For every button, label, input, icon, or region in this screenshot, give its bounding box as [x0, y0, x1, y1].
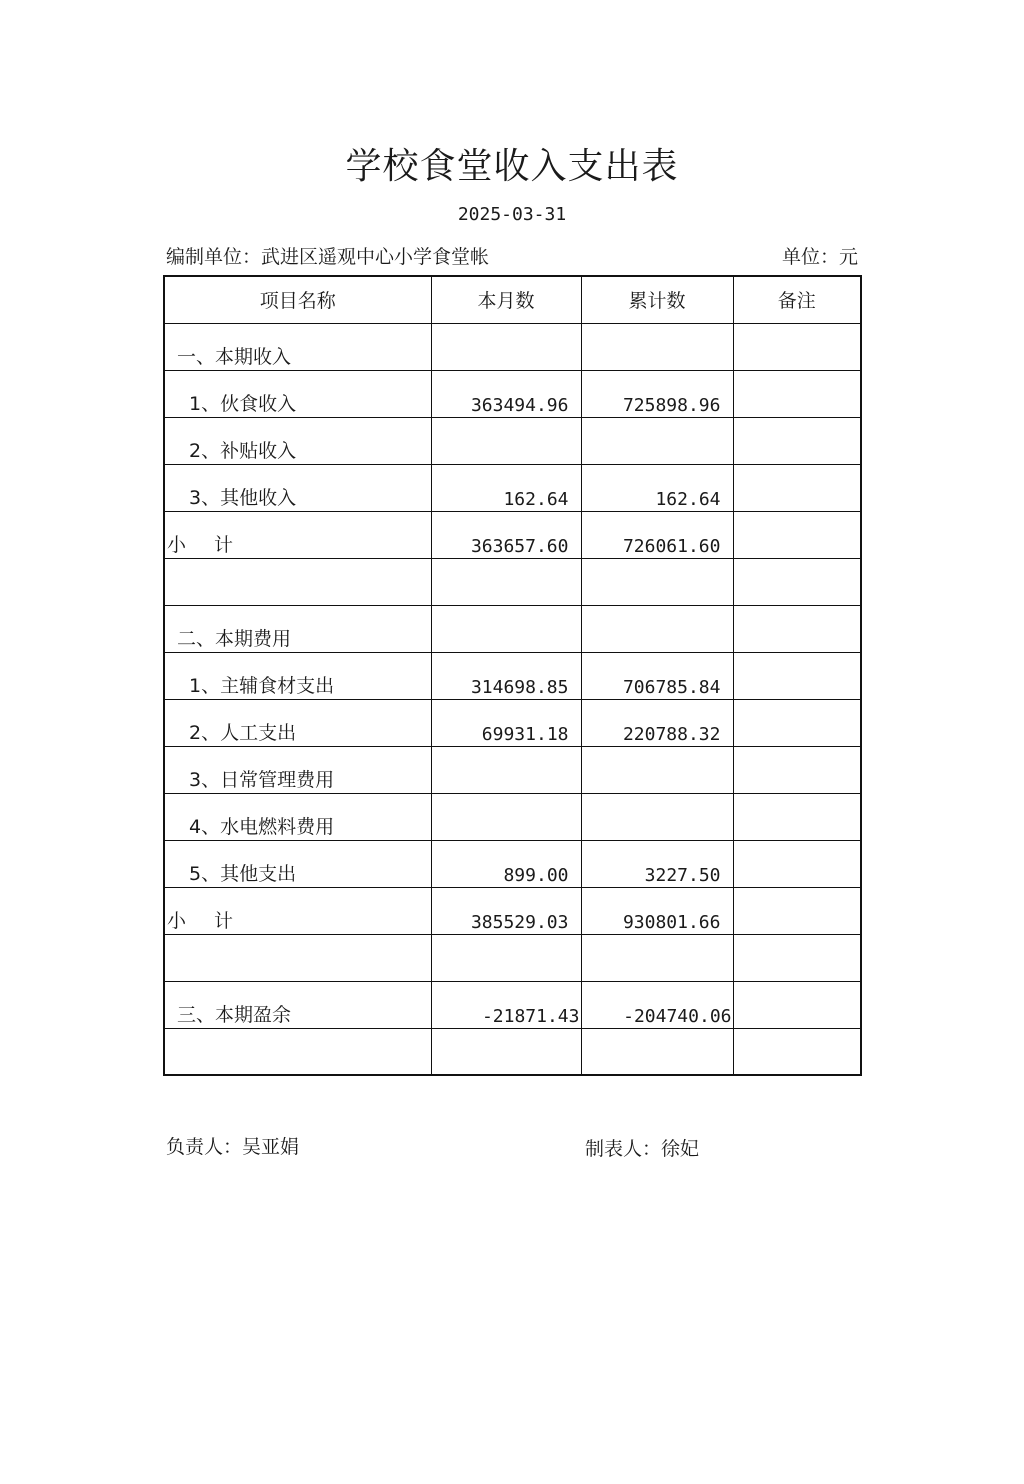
row-note	[733, 652, 861, 699]
row-note	[733, 605, 861, 652]
row-month-value	[431, 417, 581, 464]
subtotal-row	[164, 887, 861, 934]
responsible-person: 负责人：吴亚娟	[166, 1136, 300, 1158]
row-note	[733, 934, 861, 981]
table-row	[164, 323, 861, 370]
subtotal-label	[164, 887, 431, 934]
preparer: 制表人：徐妃	[585, 1138, 700, 1160]
preparing-unit: 编制单位：武进区遥观中心小学食堂帐	[166, 246, 490, 268]
row-item-name: 3、日常管理费用	[164, 746, 431, 793]
row-month-value	[431, 1028, 581, 1075]
subtotal-label-a: 小	[167, 909, 187, 932]
document-title: 学校食堂收入支出表	[345, 146, 679, 187]
row-note	[733, 793, 861, 840]
row-cumulative-value: 706785.84	[581, 652, 733, 699]
row-month-value: 385529.03	[431, 887, 581, 934]
report-date: 2025-03-31	[457, 204, 567, 225]
row-note	[733, 511, 861, 558]
table-row	[164, 746, 861, 793]
row-note	[733, 1028, 861, 1075]
row-cumulative-value	[581, 323, 733, 370]
row-month-value	[431, 605, 581, 652]
currency-unit: 单位：元	[781, 246, 858, 268]
row-note	[733, 417, 861, 464]
row-note	[733, 464, 861, 511]
row-cumulative-value	[581, 558, 733, 605]
row-cumulative-value: -204740.06	[581, 981, 733, 1028]
table-row	[164, 417, 861, 464]
row-cumulative-value	[581, 1028, 733, 1075]
row-cumulative-value	[581, 605, 733, 652]
table-header-row	[164, 276, 861, 323]
row-month-value	[431, 746, 581, 793]
row-item-name: 1、主辅食材支出	[164, 652, 431, 699]
row-item-name: 2、补贴收入	[164, 417, 431, 464]
row-month-value	[431, 934, 581, 981]
row-month-value	[431, 793, 581, 840]
row-month-value	[431, 323, 581, 370]
table-row	[164, 605, 861, 652]
row-cumulative-value	[581, 934, 733, 981]
row-month-value: 162.64	[431, 464, 581, 511]
row-month-value: 363494.96	[431, 370, 581, 417]
row-item-name: 一、本期收入	[164, 323, 431, 370]
row-month-value: 314698.85	[431, 652, 581, 699]
table-row	[164, 981, 861, 1028]
row-cumulative-value: 162.64	[581, 464, 733, 511]
row-cumulative-value	[581, 746, 733, 793]
row-item-name: 1、伙食收入	[164, 370, 431, 417]
row-month-value: 69931.18	[431, 699, 581, 746]
row-month-value: 363657.60	[431, 511, 581, 558]
income-expense-table	[163, 275, 862, 1076]
row-item-name: 3、其他收入	[164, 464, 431, 511]
row-cumulative-value	[581, 793, 733, 840]
table-row	[164, 840, 861, 887]
row-note	[733, 981, 861, 1028]
subtotal-label-b: 计	[214, 533, 234, 556]
row-month-value	[431, 558, 581, 605]
row-item-name: 4、水电燃料费用	[164, 793, 431, 840]
header-month: 本月数	[431, 276, 581, 323]
row-item-name: 2、人工支出	[164, 699, 431, 746]
row-cumulative-value: 220788.32	[581, 699, 733, 746]
subtotal-label-b: 计	[214, 909, 234, 932]
header-item-name: 项目名称	[164, 276, 431, 323]
header-cumulative: 累计数	[581, 276, 733, 323]
row-month-value: 899.00	[431, 840, 581, 887]
row-item-name: 三、本期盈余	[164, 981, 431, 1028]
row-note	[733, 887, 861, 934]
subtotal-label	[164, 511, 431, 558]
row-item-name: 5、其他支出	[164, 840, 431, 887]
row-cumulative-value: 725898.96	[581, 370, 733, 417]
header-note: 备注	[733, 276, 861, 323]
row-item-name	[164, 934, 431, 981]
row-cumulative-value: 930801.66	[581, 887, 733, 934]
table-row	[164, 464, 861, 511]
row-cumulative-value	[581, 417, 733, 464]
row-note	[733, 323, 861, 370]
table-row	[164, 934, 861, 981]
row-item-name	[164, 558, 431, 605]
table-row	[164, 699, 861, 746]
table-row	[164, 370, 861, 417]
row-item-name: 二、本期费用	[164, 605, 431, 652]
subtotal-label-a: 小	[167, 533, 187, 556]
row-note	[733, 370, 861, 417]
row-cumulative-value: 726061.60	[581, 511, 733, 558]
row-cumulative-value: 3227.50	[581, 840, 733, 887]
row-note	[733, 840, 861, 887]
table-row	[164, 558, 861, 605]
row-item-name	[164, 1028, 431, 1075]
table-row	[164, 1028, 861, 1075]
row-note	[733, 746, 861, 793]
row-note	[733, 699, 861, 746]
row-note	[733, 558, 861, 605]
table-row	[164, 652, 861, 699]
subtotal-row	[164, 511, 861, 558]
row-month-value: -21871.43	[431, 981, 581, 1028]
table-row	[164, 793, 861, 840]
